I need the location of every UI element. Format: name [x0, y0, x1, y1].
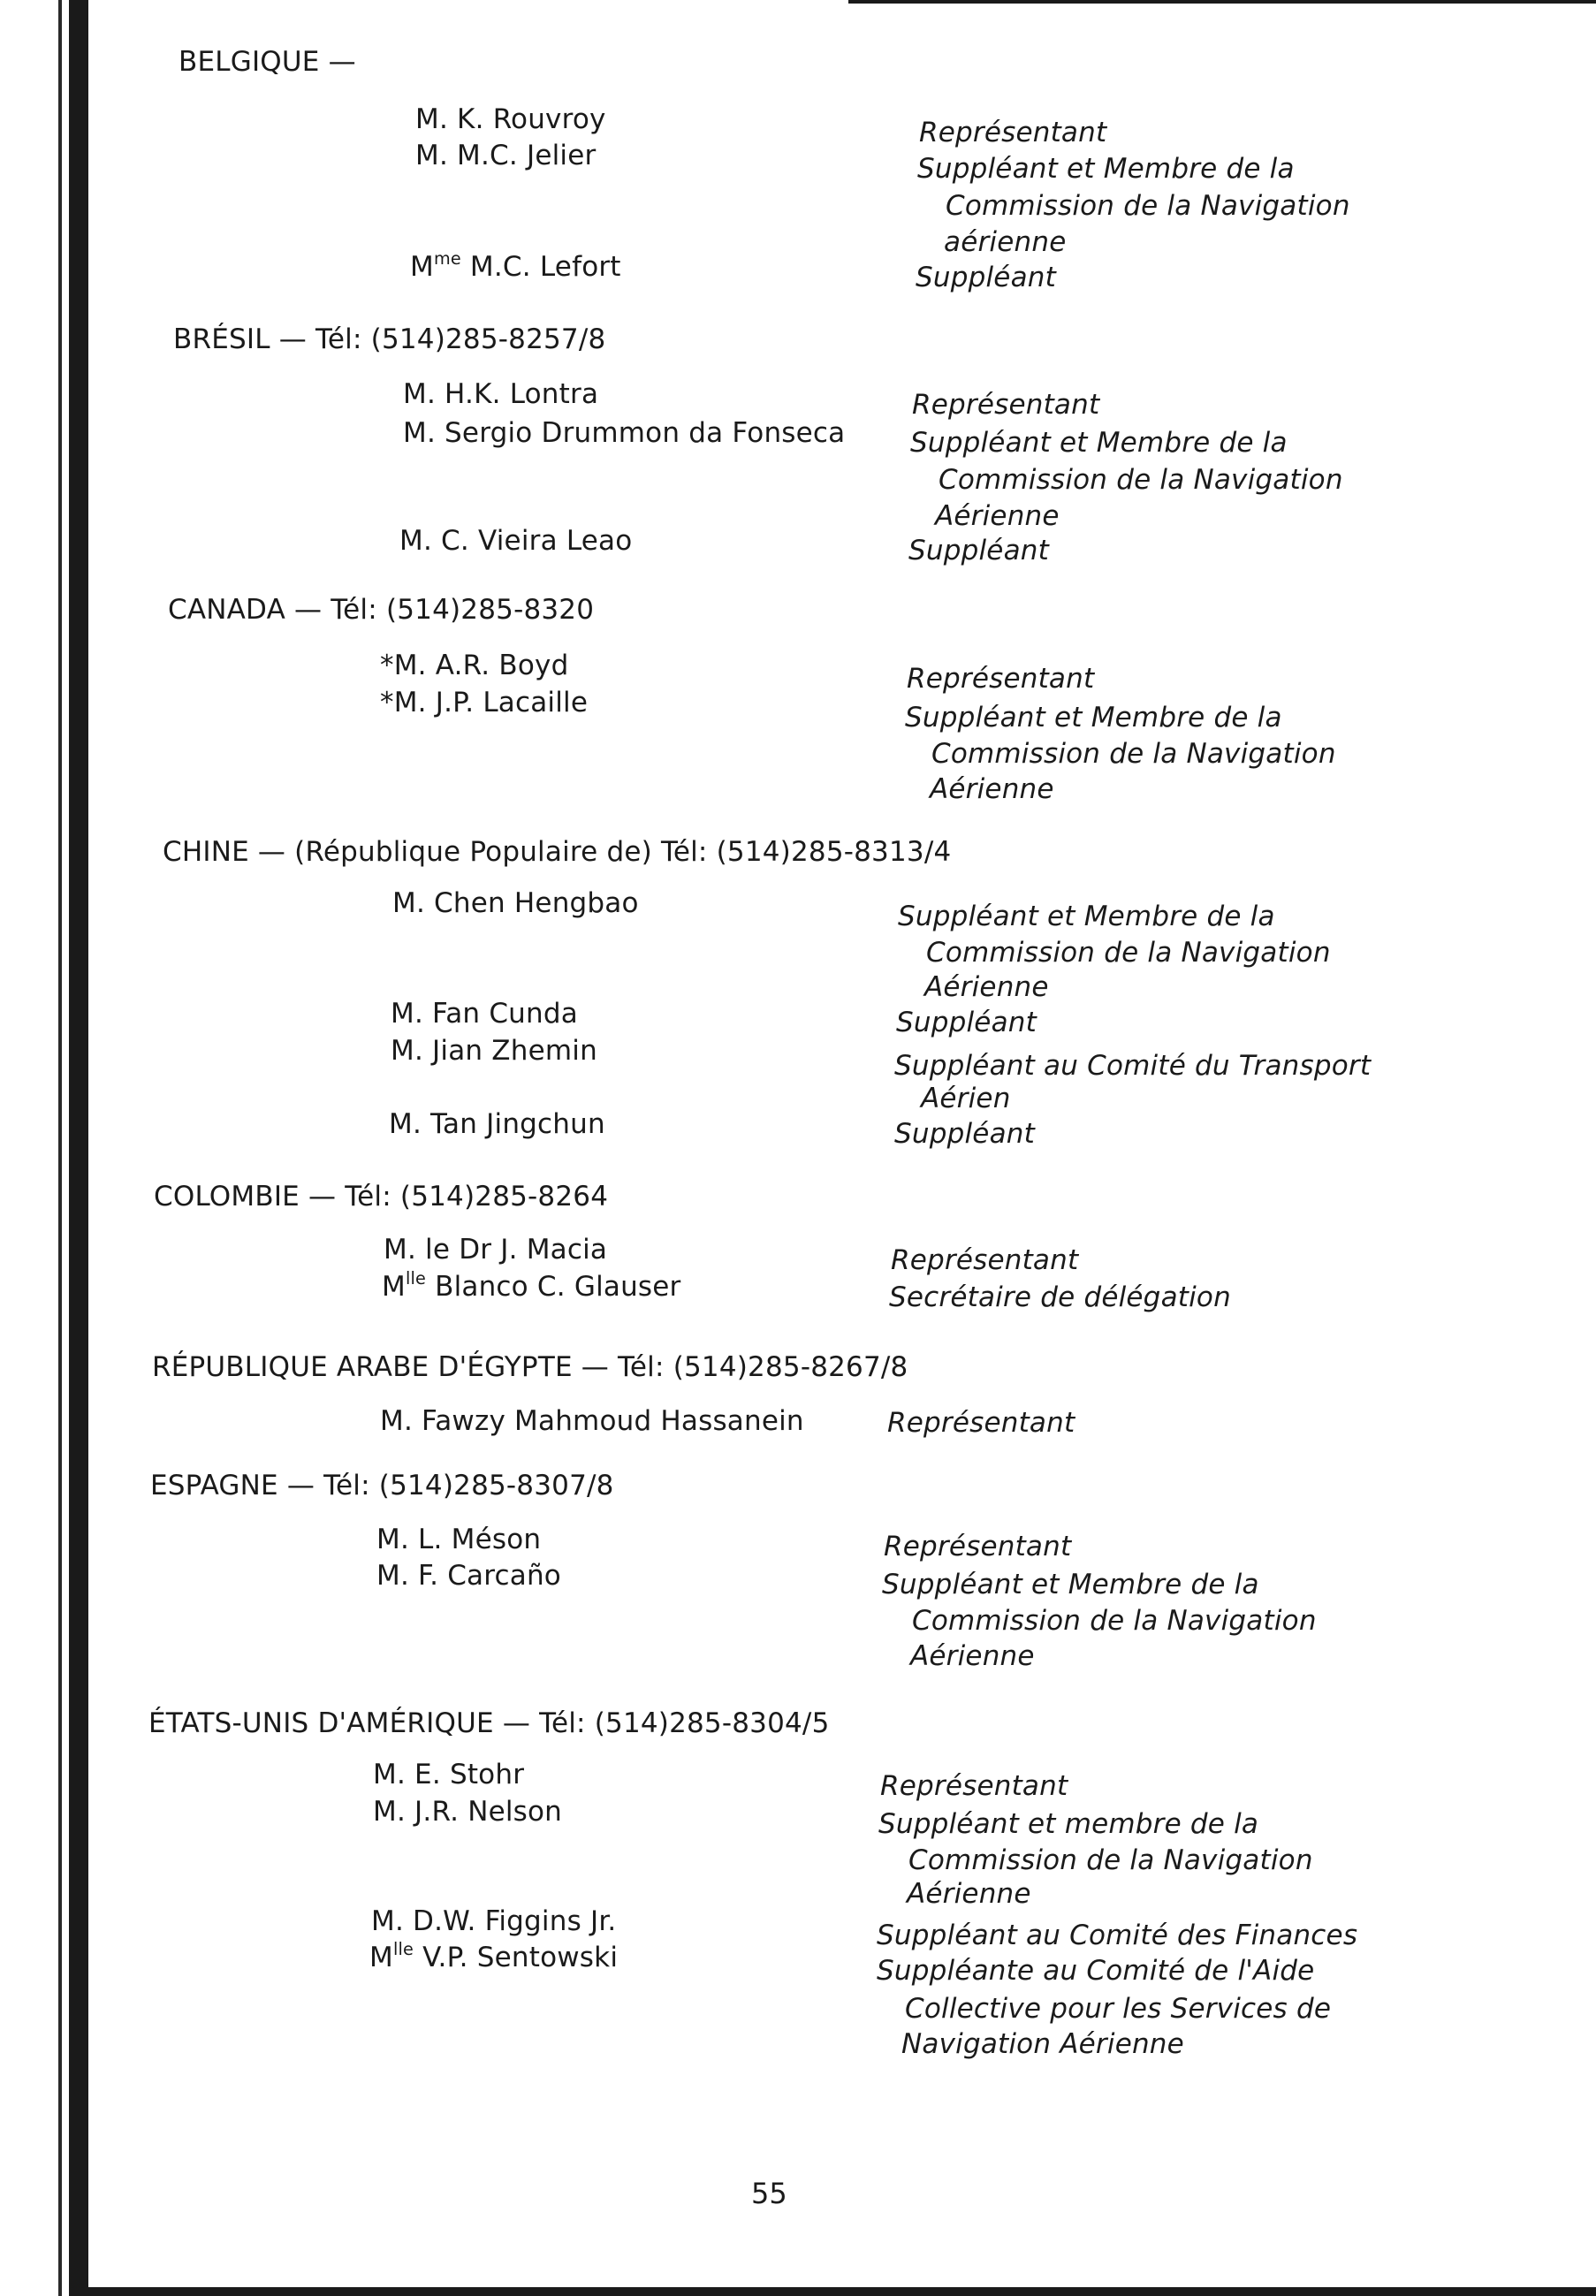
country-header: CHINE — (République Populaire de) Tél: (514)285-8313/4 [163, 836, 952, 868]
member-name: M. C. Vieira Leao [399, 525, 633, 557]
country-header: ESPAGNE — Tél: (514)285-8307/8 [150, 1470, 614, 1502]
member-name: M. le Dr J. Macia [384, 1234, 608, 1266]
member-role: Représentant [887, 1407, 1075, 1439]
member-role: Suppléant et Membre de la [898, 901, 1275, 932]
member-role: Suppléant et Membre de la [917, 153, 1295, 185]
top-border-rule [848, 0, 1596, 4]
member-role: Représentant [891, 1244, 1079, 1276]
member-role: Représentant [884, 1531, 1072, 1562]
member-role: Suppléant et membre de la [878, 1808, 1259, 1840]
member-name: M. Fawzy Mahmoud Hassanein [380, 1405, 804, 1437]
member-name: M. Chen Hengbao [392, 887, 639, 919]
country-header: RÉPUBLIQUE ARABE D'ÉGYPTE — Tél: (514)285-8267/8 [152, 1351, 908, 1383]
member-role: Suppléant au Comité du Transport [894, 1050, 1372, 1082]
member-role: Suppléant [908, 535, 1049, 566]
member-name: M. Sergio Drummon da Fonseca [403, 417, 846, 449]
member-name: M. M.C. Jelier [415, 140, 597, 171]
page-edge-line [58, 0, 62, 2296]
member-role: Navigation Aérienne [901, 2028, 1184, 2060]
member-role: Suppléant [916, 262, 1056, 293]
member-role: Suppléant [894, 1118, 1035, 1150]
member-name: M. E. Stohr [373, 1759, 525, 1790]
member-role: Aérien [921, 1083, 1011, 1114]
member-role: Commission de la Navigation [908, 1844, 1313, 1876]
country-header: CANADA — Tél: (514)285-8320 [168, 594, 595, 626]
member-role: Aérienne [930, 773, 1054, 805]
member-name: M. L. Méson [376, 1524, 542, 1555]
member-name: M. Jian Zhemin [391, 1035, 597, 1067]
member-name: M. Fan Cunda [391, 998, 578, 1030]
member-name: *M. A.R. Boyd [380, 650, 569, 681]
member-name: $M^{me}$ M.C. Lefort [410, 247, 621, 283]
member-role: Aérienne [907, 1878, 1031, 1910]
member-role: Commission de la Navigation [912, 1605, 1317, 1637]
member-role: Suppléant au Comité des Finances [877, 1920, 1358, 1951]
member-role: Aérienne [924, 971, 1049, 1003]
member-name: M. D.W. Figgins Jr. [371, 1905, 617, 1937]
bottom-border-rule [69, 2287, 1596, 2296]
member-role: Représentant [919, 117, 1107, 148]
member-role: Suppléant et Membre de la [905, 702, 1282, 734]
member-role: Suppléant [896, 1007, 1037, 1038]
member-role: Secrétaire de délégation [889, 1281, 1231, 1313]
page-number: 55 [751, 2177, 787, 2210]
member-name: M. J.R. Nelson [373, 1796, 563, 1828]
member-role: Représentant [880, 1770, 1068, 1802]
member-name: $M^{lle}$ V.P. Sentowski [369, 1938, 619, 1973]
member-name: *M. J.P. Lacaille [380, 687, 589, 718]
member-role: Suppléant et Membre de la [910, 427, 1288, 459]
member-role: Collective pour les Services de [905, 1993, 1332, 2025]
member-role: Suppléant et Membre de la [882, 1569, 1259, 1600]
member-role: aérienne [944, 226, 1067, 258]
member-role: Aérienne [910, 1640, 1035, 1672]
country-header: ÉTATS-UNIS D'AMÉRIQUE — Tél: (514)285-8304/5 [148, 1707, 830, 1739]
member-role: Représentant [907, 663, 1095, 695]
country-header: BELGIQUE — [179, 46, 356, 78]
member-role: Représentant [912, 389, 1100, 421]
member-role: Commission de la Navigation [926, 937, 1331, 969]
member-role: Suppléante au Comité de l'Aide [877, 1955, 1315, 1987]
member-role: Commission de la Navigation [946, 190, 1350, 222]
member-name: M. K. Rouvroy [415, 103, 606, 135]
member-name: M. F. Carcaño [376, 1560, 561, 1592]
member-role: Aérienne [935, 500, 1060, 532]
member-role: Commission de la Navigation [931, 738, 1336, 770]
member-name: $M^{lle}$ Blanco C. Glauser [382, 1267, 681, 1303]
country-header: BRÉSIL — Tél: (514)285-8257/8 [173, 323, 606, 355]
country-header: COLOMBIE — Tél: (514)285-8264 [154, 1181, 609, 1213]
member-name: M. Tan Jingchun [389, 1108, 605, 1140]
member-name: M. H.K. Lontra [403, 378, 599, 410]
binding-edge-bar [69, 0, 88, 2296]
member-role: Commission de la Navigation [939, 464, 1343, 496]
